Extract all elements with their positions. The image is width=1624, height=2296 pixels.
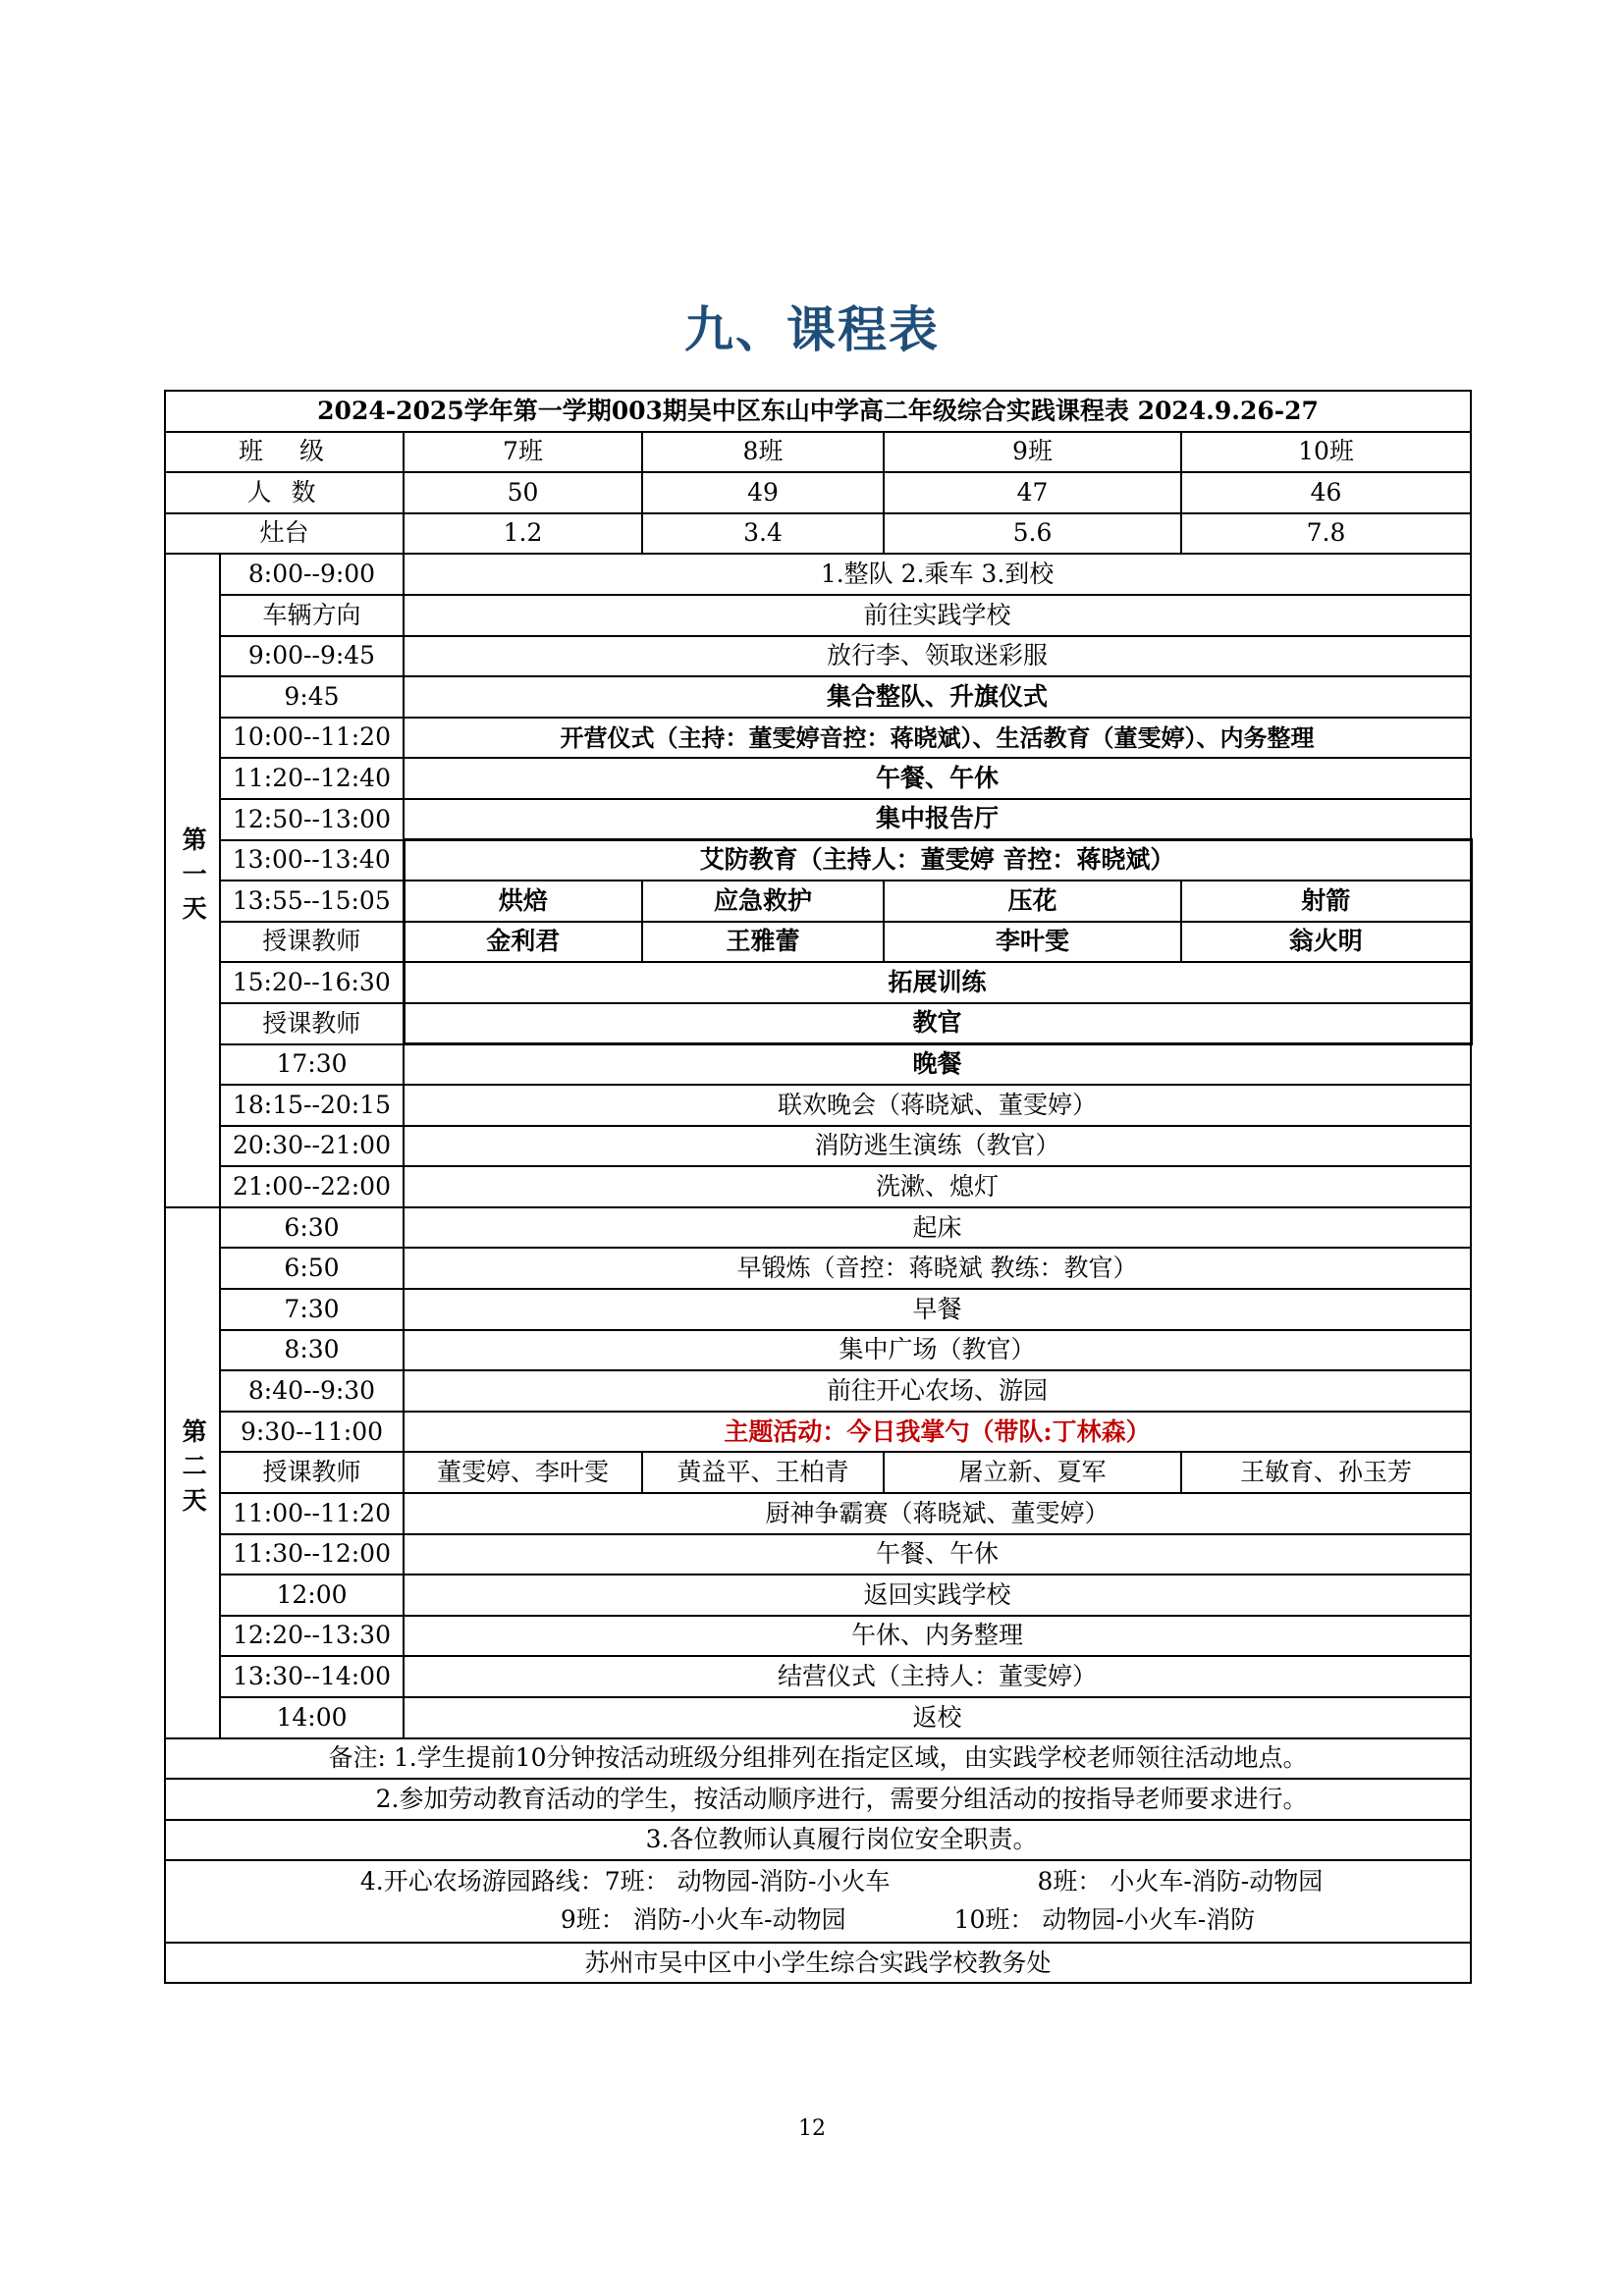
- note-4-routes: [165, 1860, 1471, 1943]
- activity: 晚餐: [404, 1044, 1471, 1086]
- teacher-name: 屠立新、夏军: [884, 1452, 1181, 1493]
- time-slot: 20:30--21:00: [220, 1126, 404, 1167]
- note-3: 3.各位教师认真履行岗位安全职责。: [165, 1820, 1471, 1861]
- activity: 集中广场（教官）: [404, 1330, 1471, 1371]
- time-slot: 11:20--12:40: [220, 758, 404, 799]
- teacher-label: 授课教师: [220, 1452, 404, 1493]
- activity: 1.整队 2.乘车 3.到校: [404, 554, 1471, 595]
- route-class-9: 9班： 消防-小火车-动物园: [560, 1905, 846, 1935]
- signature: 苏州市吴中区中小学生综合实践学校教务处: [165, 1943, 1471, 1984]
- teacher-label: 授课教师: [220, 922, 404, 963]
- time-slot: 车辆方向: [220, 595, 404, 636]
- time-slot: 17:30: [220, 1044, 404, 1086]
- time-slot: 6:50: [220, 1248, 404, 1289]
- time-slot: 14:00: [220, 1697, 404, 1738]
- student-count: 46: [1181, 472, 1471, 513]
- route-class-10: 10班： 动物园-小火车-消防: [953, 1905, 1256, 1935]
- activity: 前往开心农场、游园: [404, 1370, 1471, 1412]
- route-class-8: 8班： 小火车-消防-动物园: [1037, 1867, 1324, 1896]
- stove-number: 3.4: [642, 513, 884, 555]
- activity: 午餐、午休: [404, 758, 1471, 799]
- time-slot: 6:30: [220, 1207, 404, 1249]
- time-slot: 9:00--9:45: [220, 636, 404, 677]
- page-title: 九、课程表: [684, 301, 940, 358]
- time-slot: 9:30--11:00: [220, 1412, 404, 1453]
- activity: 联欢晚会（蒋晓斌、董雯婷）: [404, 1085, 1471, 1126]
- time-slot: 8:30: [220, 1330, 404, 1371]
- time-slot: 12:50--13:00: [220, 799, 404, 840]
- student-count: 49: [642, 472, 884, 513]
- course-name: 射箭: [1181, 881, 1471, 922]
- class-label: 班 级: [165, 432, 404, 473]
- class-header: 8班: [642, 432, 884, 473]
- time-slot: 11:00--11:20: [220, 1493, 404, 1534]
- time-slot: 11:30--12:00: [220, 1534, 404, 1575]
- student-count: 47: [884, 472, 1181, 513]
- time-slot: 9:45: [220, 676, 404, 718]
- activity: 早锻炼（音控：蒋晓斌 教练：教官）: [404, 1248, 1471, 1289]
- count-label: 人 数: [165, 472, 404, 513]
- class-header: 9班: [884, 432, 1181, 473]
- teacher-name: 翁火明: [1181, 922, 1471, 963]
- route-class-7: 7班： 动物园-消防-小火车: [604, 1867, 891, 1896]
- time-slot: 8:40--9:30: [220, 1370, 404, 1412]
- course-name: 应急救护: [642, 881, 884, 922]
- activity: 午餐、午休: [404, 1534, 1471, 1575]
- time-slot: 18:15--20:15: [220, 1085, 404, 1126]
- theme-activity: 主题活动：今日我掌勺（带队:丁林森）: [404, 1412, 1471, 1453]
- activity: 消防逃生演练（教官）: [404, 1126, 1471, 1167]
- stove-number: 7.8: [1181, 513, 1471, 555]
- activity: 返回实践学校: [404, 1575, 1471, 1616]
- activity: 起床: [404, 1207, 1471, 1249]
- time-slot: 15:20--16:30: [220, 962, 404, 1003]
- time-slot: 13:55--15:05: [220, 881, 404, 922]
- day-2-label: 第二天: [165, 1207, 220, 1738]
- teacher-name: 王敏育、孙玉芳: [1181, 1452, 1471, 1493]
- teacher-name: 董雯婷、李叶雯: [404, 1452, 642, 1493]
- time-slot: 12:20--13:30: [220, 1616, 404, 1657]
- time-slot: 13:30--14:00: [220, 1656, 404, 1697]
- time-slot: 10:00--11:20: [220, 718, 404, 759]
- activity: 厨神争霸赛（蒋晓斌、董雯婷）: [404, 1493, 1471, 1534]
- stove-number: 1.2: [404, 513, 642, 555]
- course-name: 烘焙: [404, 881, 642, 922]
- class-header: 7班: [404, 432, 642, 473]
- time-slot: 12:00: [220, 1575, 404, 1616]
- time-slot: 7:30: [220, 1289, 404, 1330]
- student-count: 50: [404, 472, 642, 513]
- activity: 拓展训练: [404, 962, 1471, 1003]
- teacher-name: 黄益平、王柏青: [642, 1452, 884, 1493]
- activity: 艾防教育（主持人：董雯婷 音控：蒋晓斌）: [404, 840, 1471, 881]
- activity: 集中报告厅: [404, 799, 1471, 840]
- time-slot: 13:00--13:40: [220, 840, 404, 881]
- page-number: 12: [798, 2116, 826, 2141]
- time-slot: 8:00--9:00: [220, 554, 404, 595]
- route-intro: 4.开心农场游园路线：: [359, 1867, 605, 1896]
- activity: 洗漱、熄灯: [404, 1166, 1471, 1207]
- teacher-name: 金利君: [404, 922, 642, 963]
- teacher-label: 授课教师: [220, 1003, 404, 1044]
- day-1-label: 第一天: [165, 554, 220, 1207]
- activity: 结营仪式（主持人：董雯婷）: [404, 1656, 1471, 1697]
- class-header: 10班: [1181, 432, 1471, 473]
- note-2: 2.参加劳动教育活动的学生，按活动顺序进行，需要分组活动的按指导老师要求进行。: [165, 1779, 1471, 1820]
- stove-label: 灶台: [165, 513, 404, 555]
- teacher-name: 李叶雯: [884, 922, 1181, 963]
- time-slot: 21:00--22:00: [220, 1166, 404, 1207]
- activity: 教官: [404, 1003, 1471, 1044]
- activity: 开营仪式（主持：董雯婷音控：蒋晓斌）、生活教育（董雯婷）、内务整理: [404, 718, 1471, 759]
- activity: 午休、内务整理: [404, 1616, 1471, 1657]
- activity: 前往实践学校: [404, 595, 1471, 636]
- activity: 早餐: [404, 1289, 1471, 1330]
- teacher-name: 王雅蕾: [642, 922, 884, 963]
- course-name: 压花: [884, 881, 1181, 922]
- stove-number: 5.6: [884, 513, 1181, 555]
- activity: 集合整队、升旗仪式: [404, 676, 1471, 718]
- table-caption: 2024-2025学年第一学期003期吴中区东山中学高二年级综合实践课程表 2024.9.26-27: [165, 391, 1471, 432]
- schedule-table: [164, 390, 1473, 1984]
- activity: 返校: [404, 1697, 1471, 1738]
- activity: 放行李、领取迷彩服: [404, 636, 1471, 677]
- note-1: 备注: 1.学生提前10分钟按活动班级分组排列在指定区域，由实践学校老师领往活动地点。: [165, 1738, 1471, 1780]
